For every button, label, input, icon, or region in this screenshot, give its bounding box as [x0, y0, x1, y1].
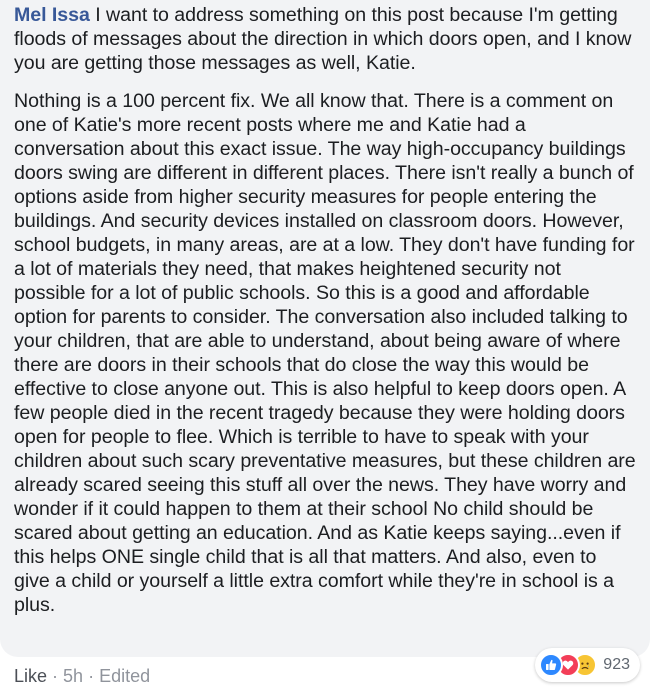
reaction-count: 923: [603, 656, 630, 673]
comment-actions: [14, 666, 150, 687]
comment-timestamp[interactable]: 5h: [63, 666, 84, 686]
edited-label[interactable]: Edited: [99, 666, 151, 686]
reactions-summary[interactable]: [535, 648, 640, 682]
separator-dot: ·: [52, 666, 59, 686]
like-link[interactable]: Like: [14, 666, 48, 686]
comment-paragraph-1: [14, 3, 636, 75]
reaction-icons: [539, 653, 597, 677]
comment-text-intro: I want to address something on this post because I'm getting floods of messages about the direction in which doors open, and I know you are getting those messages as well, Katie.: [14, 4, 632, 74]
separator-dot: ·: [88, 666, 95, 686]
comment-paragraph-2: Nothing is a 100 percent fix. We all know that. There is a comment on one of Katie's more recent posts where me and Katie had a conversation about this exact issue. The way high-occupancy buildings doors swing are different in different places. There isn't really a bunch of options aside from higher security measures for people entering the buildings. And security devices installed on classroom doors. However, school budgets, in many areas, are at a low. They don't have funding for a lot of materials they need, that makes heightened security not possible for a lot of public schools. So this is a good and affordable option for parents to consider. The conversation also included talking to your children, that are able to understand, about being aware of where there are doors in their schools that do close the way this would be effective to close anyone out. This is also helpful to keep doors open. A few people died in the recent tragedy because they were holding doors open for people to flee. Which is terrible to have to speak with your children about such scary preventative measures, but these children are already scared seeing this stuff all over the news. They have worry and wonder if it could happen to them at their school No child should be scared about getting an education. And as Katie keeps saying...even if this helps ONE single child that is all that matters. And also, even to give a child or yourself a little extra comfort while they're in school is a plus.: [14, 90, 636, 616]
comment-author-link[interactable]: Mel Issa: [14, 4, 90, 26]
